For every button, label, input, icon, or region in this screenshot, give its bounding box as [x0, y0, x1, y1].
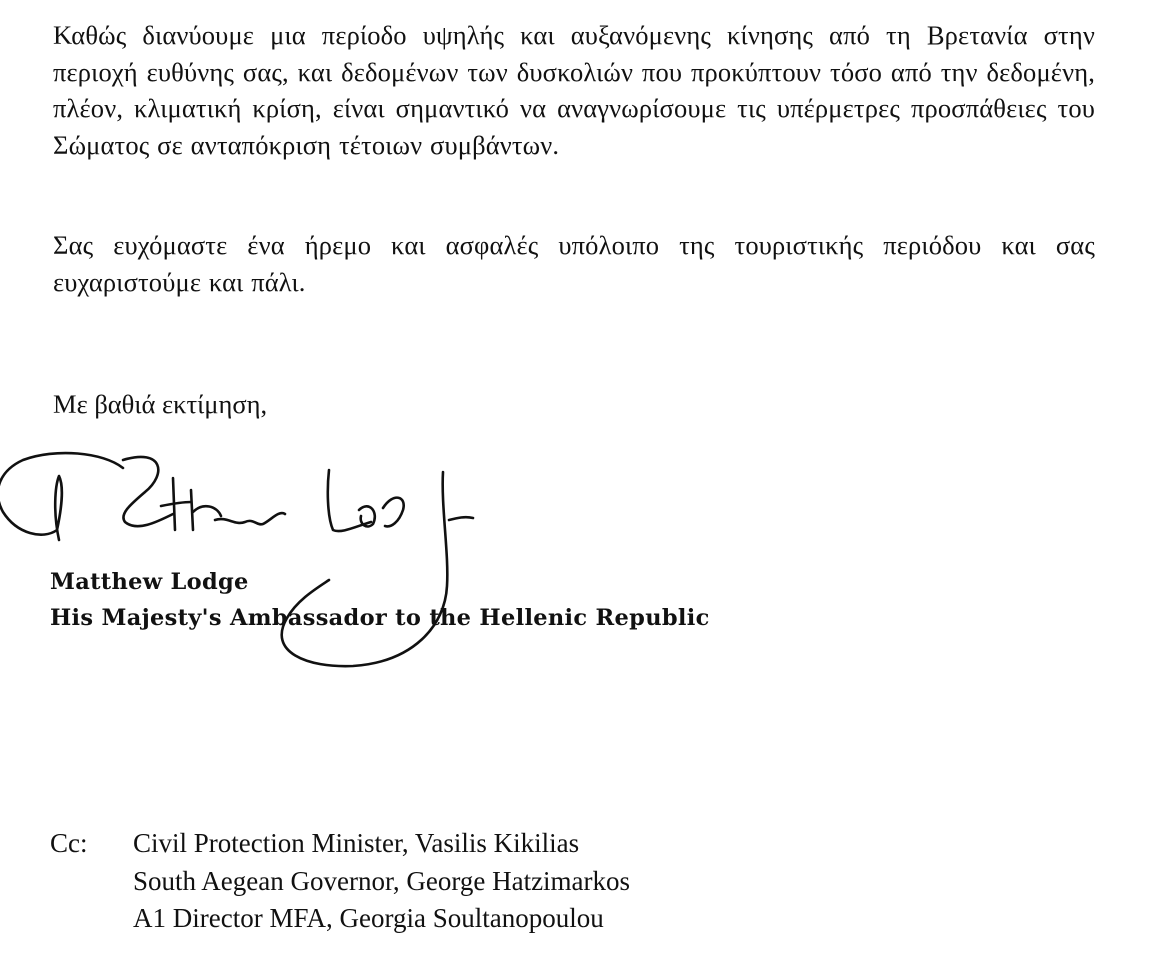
- cc-recipient-list: [133, 825, 630, 938]
- cc-recipient: A1 Director MFA, Georgia Soultanopoulou: [133, 903, 604, 933]
- cc-recipient: Civil Protection Minister, Vasilis Kikilias: [133, 828, 580, 858]
- signer-title: His Majesty's Ambassador to the Hellenic Republic: [50, 605, 710, 631]
- body-paragraph-1: Καθώς διανύουμε μια περίοδο υψηλής και αυξανόμενης κίνησης από τη Βρετανία στην περιοχή ευθύνης σας, και δεδομένων των δυσκολιών που προκύπτουν τόσο από την δεδομένη, πλέον, κλιματική κρίση, είναι σημαντικό να αναγνωρίσουμε τις υπέρμετρες προσπάθειες του Σώματος σε ανταπόκριση τέτοιων συμβάντων.: [53, 20, 1095, 160]
- cc-label: Cc:: [50, 828, 88, 858]
- body-paragraph-2: Σας ευχόμαστε ένα ήρεμο και ασφαλές υπόλοιπο της τουριστικής περιόδου και σας ευχαριστούμε και πάλι.: [53, 230, 1095, 297]
- cc-recipient: South Aegean Governor, George Hatzimarkos: [133, 865, 631, 896]
- handwritten-signature: [0, 430, 495, 675]
- signer-name: Matthew Lodge: [50, 569, 249, 595]
- closing-phrase: Με βαθιά εκτίμηση,: [53, 389, 268, 419]
